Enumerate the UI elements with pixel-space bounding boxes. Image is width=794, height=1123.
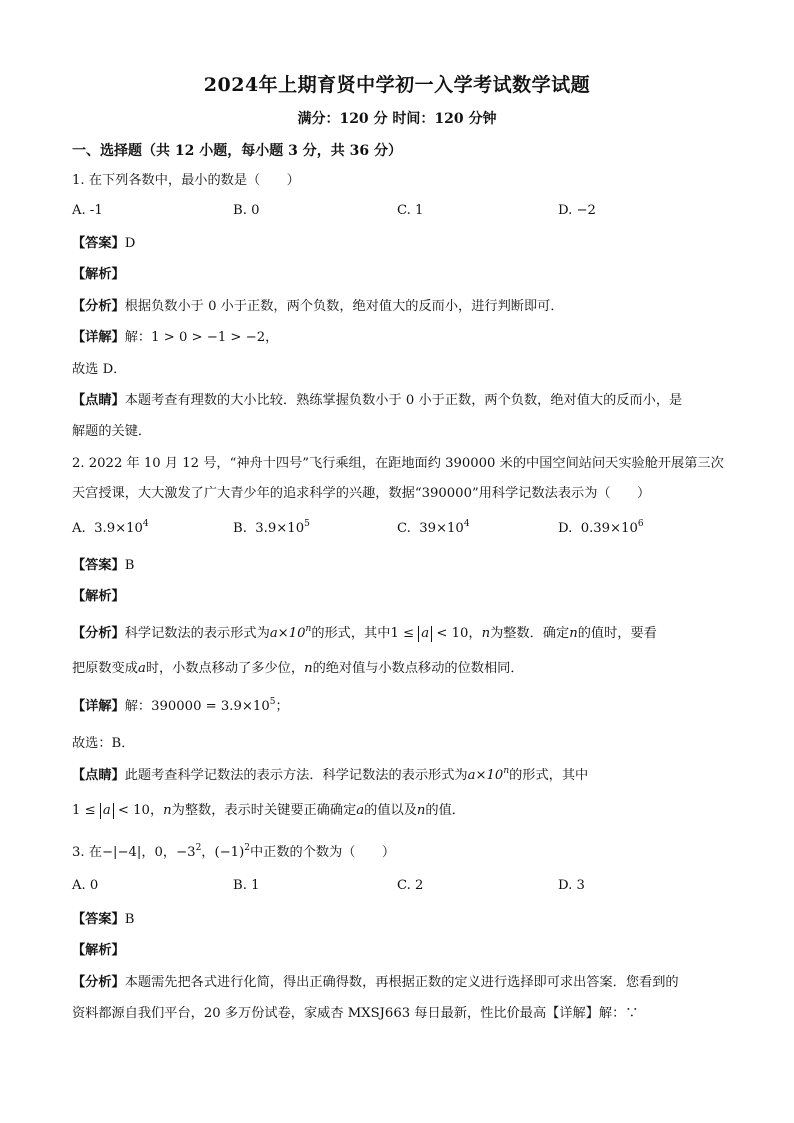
var-n: n bbox=[163, 803, 172, 818]
q2-analysis-tag: 【解析】 bbox=[72, 589, 125, 604]
stem-exp: 2 bbox=[244, 843, 250, 853]
absolute-value bbox=[100, 803, 114, 819]
var-a: a bbox=[137, 661, 146, 676]
answer-value: D bbox=[124, 236, 136, 251]
xiangjie-exp: 5 bbox=[269, 697, 276, 707]
q1-analysis-tag: 【解析】 bbox=[72, 267, 125, 282]
answer-tag: 【答案】 bbox=[72, 236, 125, 251]
xiangjie-text: 解：390000 = 3.9×10 bbox=[124, 699, 270, 714]
fenxi-text: 科学记数法的表示形式为 bbox=[124, 626, 270, 641]
dianjing-text: 的形式，其中 bbox=[509, 768, 589, 783]
q1-answer bbox=[72, 234, 732, 254]
inequality-left: 1 ≤ bbox=[72, 803, 96, 818]
option-exp: 4 bbox=[142, 519, 149, 529]
option-label: A. bbox=[72, 521, 86, 536]
option-exp: 5 bbox=[304, 519, 310, 529]
q3-fenxi-line2: 资料都源自我们平台，20 多万份试卷，家威杏 MXSJ663 每日最新，性比价最高【详解】解：∵ bbox=[72, 1006, 639, 1021]
absolute-value bbox=[418, 626, 432, 642]
q2-fenxi-line2 bbox=[72, 659, 732, 679]
q3-options bbox=[72, 878, 732, 898]
q3-analysis-tag: 【解析】 bbox=[72, 943, 125, 958]
var-n: n bbox=[416, 803, 426, 818]
abs-var: a bbox=[421, 626, 430, 641]
formula-exp: n bbox=[305, 624, 312, 634]
q3-fenxi-line1 bbox=[72, 973, 732, 993]
q2-xiangjie bbox=[72, 697, 732, 717]
dianjing-tag: 【点睛】 bbox=[72, 768, 125, 783]
q1-dianjing bbox=[72, 391, 732, 411]
section-heading: 一、选择题（共 12 小题，每小题 3 分，共 36 分） bbox=[72, 143, 402, 159]
dianjing-text: 此题考查科学记数法的表示方法．科学记数法的表示形式为 bbox=[124, 768, 468, 783]
q1-dianjing-cont: 解题的关键． bbox=[72, 424, 152, 439]
q1-options bbox=[72, 203, 732, 223]
q3-option-a: A. 0 bbox=[72, 878, 99, 893]
var-a: a bbox=[356, 803, 365, 818]
inequality-right: < 10， bbox=[436, 626, 482, 641]
xiangjie-text: ； bbox=[275, 699, 289, 714]
option-base: 3.9×10 bbox=[255, 521, 305, 536]
fenxi-tag: 【分析】 bbox=[72, 626, 125, 641]
q2-answer bbox=[72, 556, 732, 576]
var-n: n bbox=[304, 661, 313, 676]
option-base: 39×10 bbox=[419, 521, 464, 536]
q3-option-d: D. 3 bbox=[558, 878, 585, 893]
option-base: 0.39×10 bbox=[580, 521, 638, 536]
fenxi-tag: 【分析】 bbox=[72, 299, 125, 314]
answer-tag: 【答案】 bbox=[72, 912, 125, 927]
answer-value: B bbox=[124, 912, 135, 927]
var-n: n bbox=[481, 626, 491, 641]
q1-option-b: B. 0 bbox=[233, 203, 260, 218]
fenxi-text: 根据负数小于 0 小于正数，两个负数，绝对值大的反而小，进行判断即可． bbox=[124, 299, 564, 314]
fenxi-text: 的值时，要看 bbox=[577, 626, 657, 641]
fenxi-text: 的形式，其中 bbox=[311, 626, 391, 641]
answer-tag: 【答案】 bbox=[72, 558, 125, 573]
q2-dianjing-line2 bbox=[72, 801, 732, 821]
q2-option-a bbox=[72, 521, 149, 536]
exam-meta: 满分：120 分 时间：120 分钟 bbox=[297, 111, 497, 127]
q1-conclusion: 故选 D． bbox=[72, 362, 127, 377]
fenxi-text: 把原数变成 bbox=[72, 661, 138, 676]
q2-fenxi-line1 bbox=[72, 624, 732, 644]
q1-stem: 1. 在下列各数中，最小的数是（ ） bbox=[72, 173, 300, 188]
dianjing-text: 的值以及 bbox=[364, 803, 417, 818]
option-label: B. bbox=[233, 521, 247, 536]
q2-stem-line1: 2. 2022 年 10 月 12 号，“神舟十四号”飞行乘组，在距地面约 390000 米的中国空间站问天实验舱开展第三次 bbox=[72, 456, 724, 471]
q3-option-b: B. 1 bbox=[233, 878, 260, 893]
formula: a×10 bbox=[269, 626, 306, 641]
q3-answer bbox=[72, 910, 732, 930]
option-label: D. bbox=[558, 521, 573, 536]
fenxi-text: 的绝对值与小数点移动的位数相同． bbox=[312, 661, 524, 676]
xiangjie-tag: 【详解】 bbox=[72, 330, 125, 345]
xiangjie-text: 解：1 > 0 > −1 > −2， bbox=[124, 330, 279, 345]
dianjing-text: 本题考查有理数的大小比较．熟练掌握负数小于 0 小于正数，两个负数，绝对值大的反而小，是 bbox=[124, 393, 683, 408]
q1-option-a: A. -1 bbox=[72, 203, 103, 218]
fenxi-text: 为整数．确定 bbox=[490, 626, 570, 641]
q3-stem bbox=[72, 843, 732, 863]
q1-option-c: C. 1 bbox=[397, 203, 424, 218]
inequality-left: 1 ≤ bbox=[390, 626, 415, 641]
q2-dianjing-line1 bbox=[72, 766, 732, 786]
stem-text: 中正数的个数为（ ） bbox=[249, 845, 396, 860]
q2-stem-line2: 天宫授课，大大激发了广大青少年的追求科学的兴趣，数据“390000”用科学记数法表示为（ ） bbox=[72, 486, 651, 501]
dianjing-tag: 【点睛】 bbox=[72, 393, 125, 408]
dianjing-text: 的值． bbox=[425, 803, 465, 818]
option-label: C. bbox=[397, 521, 411, 536]
fenxi-text: 本题需先把各式进行化简，得出正确得数，再根据正数的定义进行选择即可求出答案．您看到的 bbox=[124, 975, 679, 990]
q1-option-d: D. −2 bbox=[558, 203, 596, 218]
formula: a×10 bbox=[467, 768, 504, 783]
q2-options bbox=[72, 521, 732, 541]
stem-exp: 2 bbox=[195, 843, 202, 853]
q1-xiangjie bbox=[72, 328, 732, 348]
var-n: n bbox=[569, 626, 578, 641]
formula-exp: n bbox=[503, 766, 510, 776]
inequality-right: < 10， bbox=[117, 803, 164, 818]
stem-expr: −|−4|，0，−3 bbox=[101, 845, 196, 860]
q1-fenxi bbox=[72, 297, 732, 317]
abs-var: a bbox=[102, 803, 111, 818]
option-exp: 6 bbox=[637, 519, 644, 529]
q2-option-d bbox=[558, 521, 644, 536]
answer-value: B bbox=[124, 558, 135, 573]
stem-text: 3. 在 bbox=[72, 845, 102, 860]
fenxi-text: 时，小数点移动了多少位， bbox=[145, 661, 305, 676]
option-exp: 4 bbox=[463, 519, 470, 529]
dianjing-text: 为整数，表示时关键要正确确定 bbox=[171, 803, 357, 818]
q2-conclusion: 故选：B． bbox=[72, 736, 135, 751]
q2-option-c bbox=[397, 521, 470, 536]
stem-expr: ，(−1) bbox=[201, 845, 245, 860]
option-base: 3.9×10 bbox=[94, 521, 143, 536]
page-title: 2024年上期育贤中学初一入学考试数学试题 bbox=[203, 74, 591, 96]
xiangjie-tag: 【详解】 bbox=[72, 699, 125, 714]
q3-option-c: C. 2 bbox=[397, 878, 424, 893]
fenxi-tag: 【分析】 bbox=[72, 975, 125, 990]
q2-option-b bbox=[233, 521, 310, 536]
